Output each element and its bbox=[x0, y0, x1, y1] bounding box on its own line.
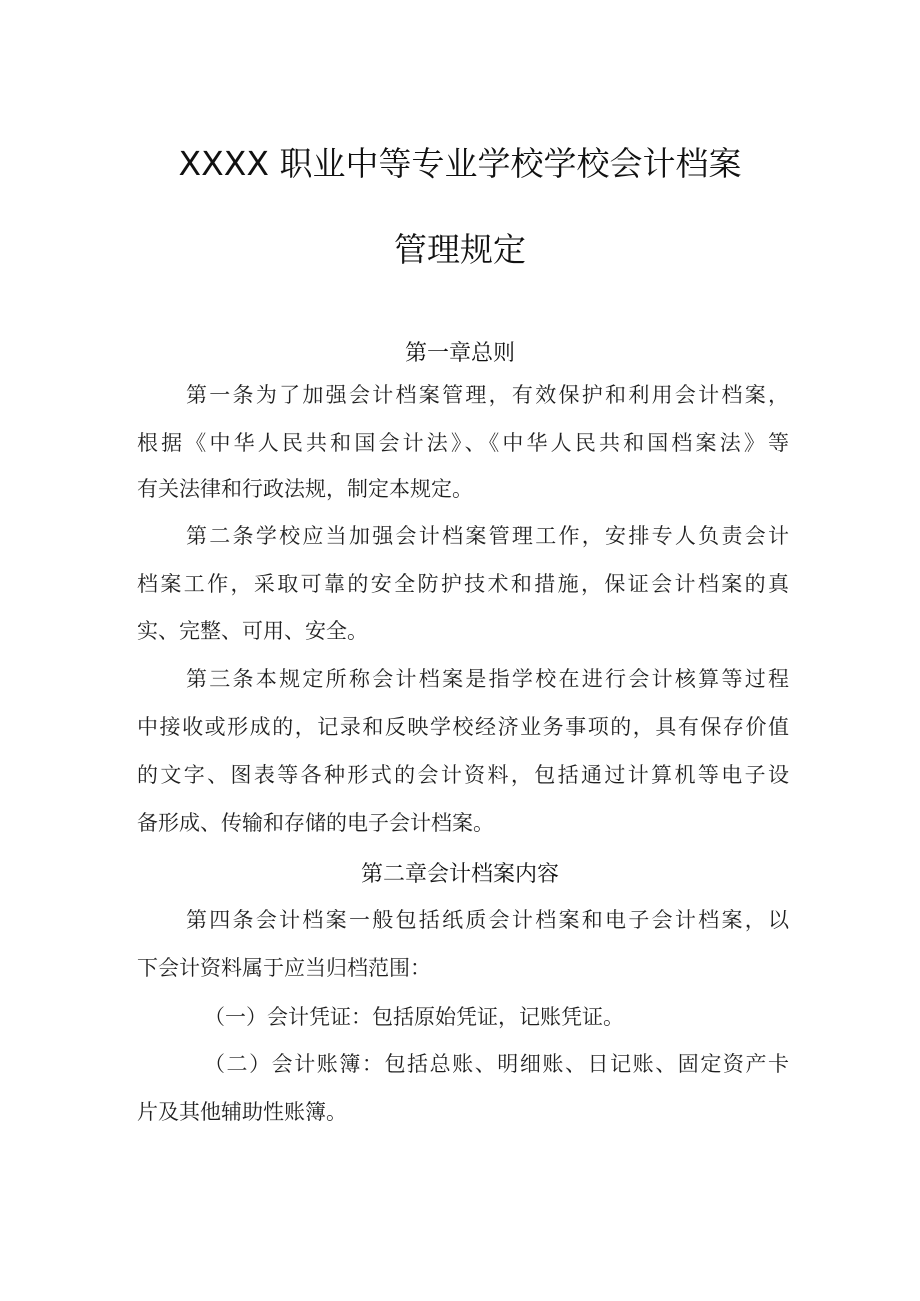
document-title-line-1: XXXX 职业中等专业学校学校会计档案 bbox=[178, 144, 742, 183]
article-3-line-1: 第三条本规定所称会计档案是指学校在进行会计核算等过程 bbox=[186, 667, 789, 691]
document-title-line-2: 管理规定 bbox=[394, 230, 526, 269]
article-4-line-1: 第四条会计档案一般包括纸质会计档案和电子会计档案，以 bbox=[186, 908, 789, 932]
chapter-2-heading: 第二章会计档案内容 bbox=[360, 862, 559, 887]
article-1-line-2: 根据《中华人民共和国会计法》、《中华人民共和国档案法》等 bbox=[137, 431, 789, 455]
article-3-line-3: 的文字、图表等各种形式的会计资料，包括通过计算机等电子设 bbox=[137, 763, 789, 787]
chapter-1-heading: 第一章总则 bbox=[404, 341, 515, 366]
article-4-line-2: 下会计资料属于应当归档范围： bbox=[137, 956, 431, 980]
item-2-line-2: 片及其他辅助性账簿。 bbox=[137, 1100, 347, 1124]
article-1-line-3: 有关法律和行政法规，制定本规定。 bbox=[137, 477, 473, 501]
article-2-line-2: 档案工作，采取可靠的安全防护技术和措施，保证会计档案的真 bbox=[137, 572, 789, 596]
article-1-line-1: 第一条为了加强会计档案管理，有效保护和利用会计档案， bbox=[186, 383, 789, 407]
article-3-line-2: 中接收或形成的，记录和反映学校经济业务事项的，具有保存价值 bbox=[137, 715, 789, 739]
item-2-line-1: （二）会计账簿：包括总账、明细账、日记账、固定资产卡 bbox=[204, 1052, 789, 1076]
article-2-line-1: 第二条学校应当加强会计档案管理工作，安排专人负责会计 bbox=[186, 524, 789, 548]
article-3-line-4: 备形成、传输和存储的电子会计档案。 bbox=[137, 811, 494, 835]
item-1-line-1: （一）会计凭证：包括原始凭证，记账凭证。 bbox=[204, 1005, 624, 1029]
article-2-line-3: 实、完整、可用、安全。 bbox=[137, 619, 368, 643]
